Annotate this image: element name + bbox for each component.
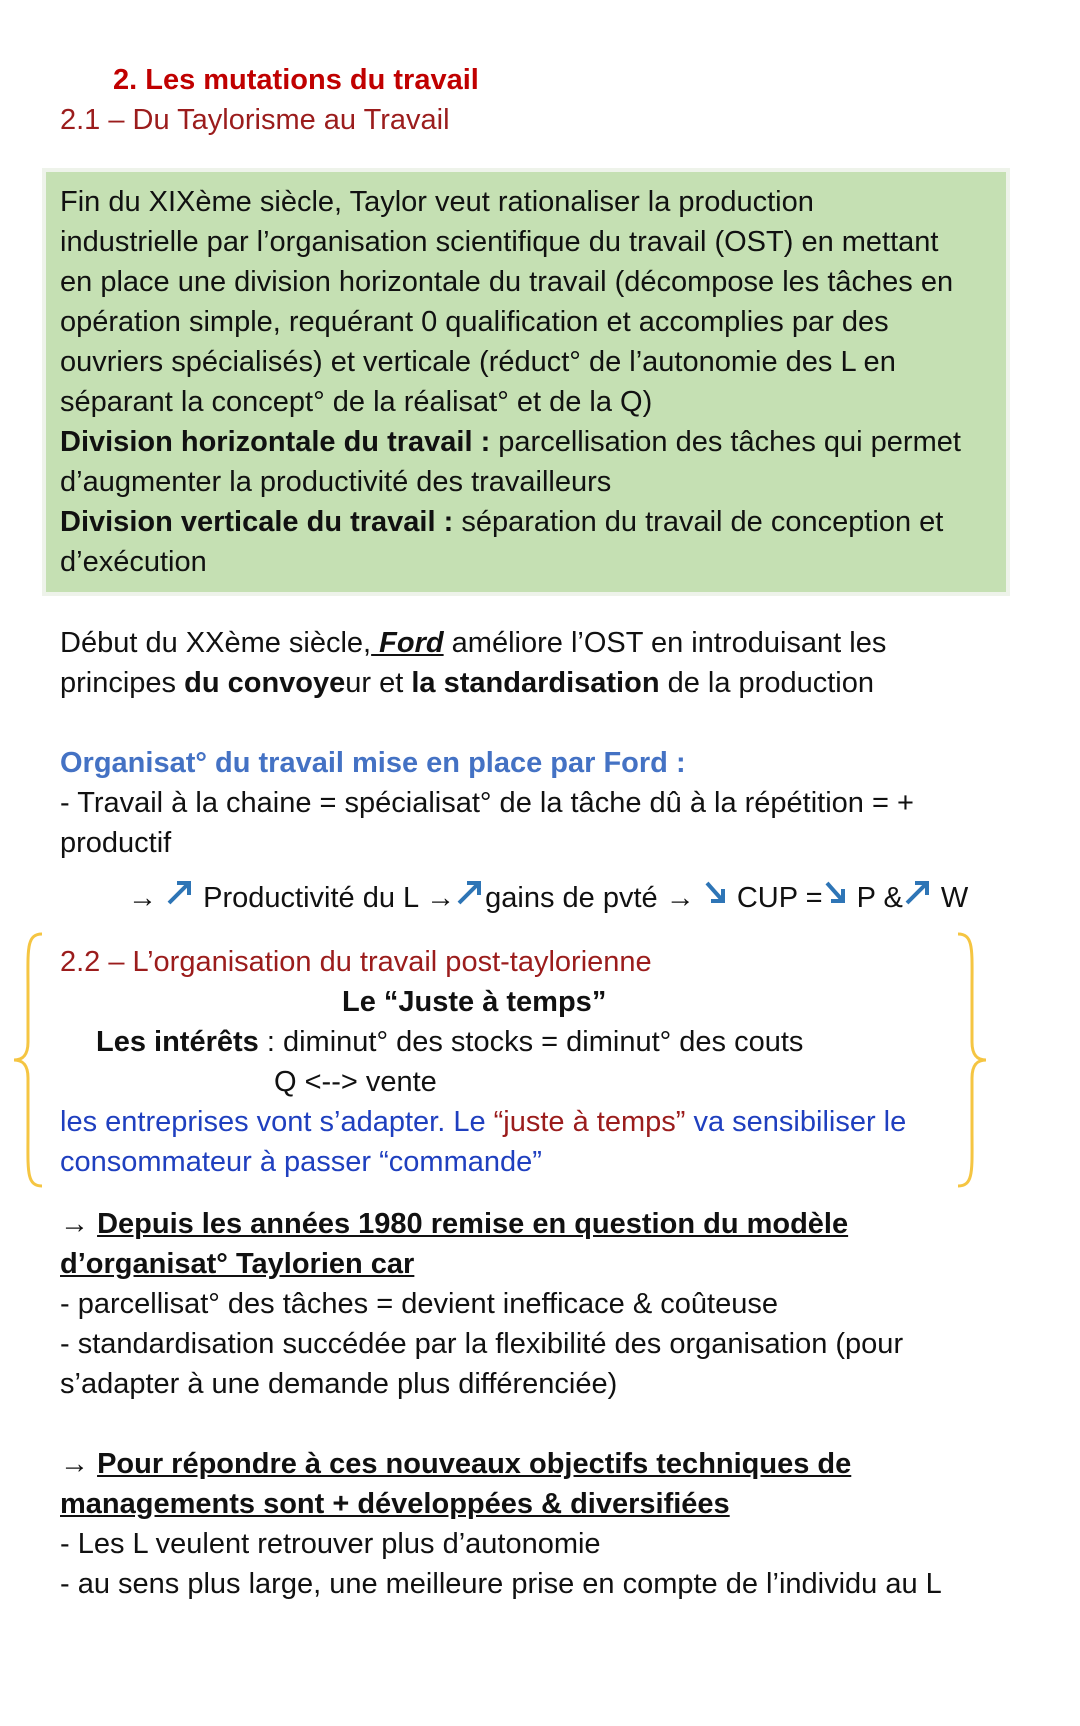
section-subtitle: 2.1 – Du Taylorisme au Travail — [60, 104, 450, 136]
organisation-item-1-cont: productif — [60, 827, 172, 859]
interets-label: Les intérêts — [96, 1026, 259, 1058]
adapt-line-2: consommateur à passer “commande” — [60, 1146, 542, 1178]
arrow-down-right-icon — [703, 877, 729, 907]
box-line-2: industrielle par l’organisation scientifique du travail (OST) en mettant — [60, 226, 939, 258]
arrow-right-icon: → — [60, 1208, 98, 1240]
organisation-item-1: - Travail à la chaine = spécialisat° de la tâche dû à la répétition = + — [60, 787, 914, 819]
jat-title: Le “Juste à temps” — [342, 986, 607, 1018]
adapt-text: les entreprises vont s’adapter. Le — [60, 1106, 494, 1138]
ford-standardisation: la standardisation — [411, 667, 660, 699]
repondre-heading-1 — [60, 1444, 851, 1484]
adapt-line-1 — [60, 1102, 906, 1142]
section-title: 2. Les mutations du travail — [113, 64, 479, 96]
ford-principles: principes — [60, 667, 185, 699]
arrow-right-icon: → — [426, 882, 456, 914]
left-brace-icon — [10, 930, 46, 1190]
arrow-up-right-icon — [455, 877, 485, 907]
horizontal-term: Division horizontale du travail : — [60, 426, 491, 458]
repondre-item-2: - au sens plus large, une meilleure prise en compte de l’individu au L — [60, 1568, 942, 1600]
chain-cup: CUP = — [736, 882, 823, 914]
adapt-jat: “juste à temps” — [493, 1106, 686, 1138]
repondre-heading-2: managements sont + développées & diversifiées — [60, 1488, 730, 1520]
repondre-item-1: - Les L veulent retrouver plus d’autonomie — [60, 1528, 601, 1560]
chain-productivity: Productivité du L — [203, 882, 419, 914]
chain-price: P & — [856, 882, 903, 914]
ford-intro: Début du XXème siècle, — [60, 627, 372, 659]
remise-item-2-cont: s’adapter à une demande plus différenciée) — [60, 1368, 618, 1400]
ford-production: de la production — [659, 667, 874, 699]
chain-gains: gains de pvté — [485, 882, 658, 914]
right-brace-icon — [954, 930, 990, 1190]
remise-heading-1 — [60, 1204, 848, 1244]
box-line-3: en place une division horizontale du travail (décompose les tâches en — [60, 266, 954, 298]
remise-item-1: - parcellisat° des tâches = devient inefficace & coûteuse — [60, 1288, 778, 1320]
vertical-division — [60, 502, 943, 542]
box-line-6: séparant la concept° de la réalisat° et de la Q) — [60, 386, 653, 418]
arrow-up-right-icon — [165, 877, 195, 907]
productivity-chain — [128, 877, 968, 918]
adapt-text-2: va sensibiliser le — [685, 1106, 907, 1138]
interets-line — [96, 1022, 803, 1062]
ford-text: améliore l’OST en introduisant les — [443, 627, 887, 659]
vertical-term: Division verticale du travail : — [60, 506, 454, 538]
arrow-up-right-icon — [903, 877, 933, 907]
ford-name: Ford — [371, 627, 444, 659]
repondre-heading-text: Pour répondre à ces nouveaux objectifs techniques de — [97, 1448, 852, 1480]
vertical-def: séparation du travail de conception et — [453, 506, 944, 538]
box-line-1: Fin du XIXème siècle, Taylor veut rationaliser la production — [60, 186, 814, 218]
remise-heading-text: Depuis les années 1980 remise en question du modèle — [97, 1208, 849, 1240]
box-line-5: ouvriers spécialisés) et verticale (réduct° de l’autonomie des L en — [60, 346, 896, 378]
remise-item-2: - standardisation succédée par la flexibilité des organisation (pour — [60, 1328, 904, 1360]
chain-wage: W — [940, 882, 969, 914]
arrow-right-icon: → — [665, 882, 695, 914]
ford-convoyeur-end: ur et — [345, 667, 412, 699]
organisation-heading: Organisat° du travail mise en place par Ford : — [60, 747, 686, 779]
horizontal-division — [60, 422, 961, 462]
q-vente: Q <--> vente — [274, 1066, 437, 1098]
box-line-4: opération simple, requérant 0 qualification et accomplies par des — [60, 306, 889, 338]
horizontal-def-cont: d’augmenter la productivité des travailleurs — [60, 466, 612, 498]
remise-heading-2: d’organisat° Taylorien car — [60, 1248, 415, 1280]
arrow-down-right-icon — [823, 877, 849, 907]
ford-convoyeur: du convoye — [184, 667, 346, 699]
post-taylor-heading: 2.2 – L’organisation du travail post-taylorienne — [60, 946, 652, 978]
ford-line-2 — [60, 663, 874, 703]
arrow-right-icon: → — [128, 882, 157, 914]
ford-line-1 — [60, 623, 886, 663]
interets-text: : diminut° des stocks = diminut° des couts — [258, 1026, 804, 1058]
arrow-right-icon: → — [60, 1448, 98, 1480]
vertical-def-cont: d’exécution — [60, 546, 207, 578]
horizontal-def: parcellisation des tâches qui permet — [490, 426, 961, 458]
